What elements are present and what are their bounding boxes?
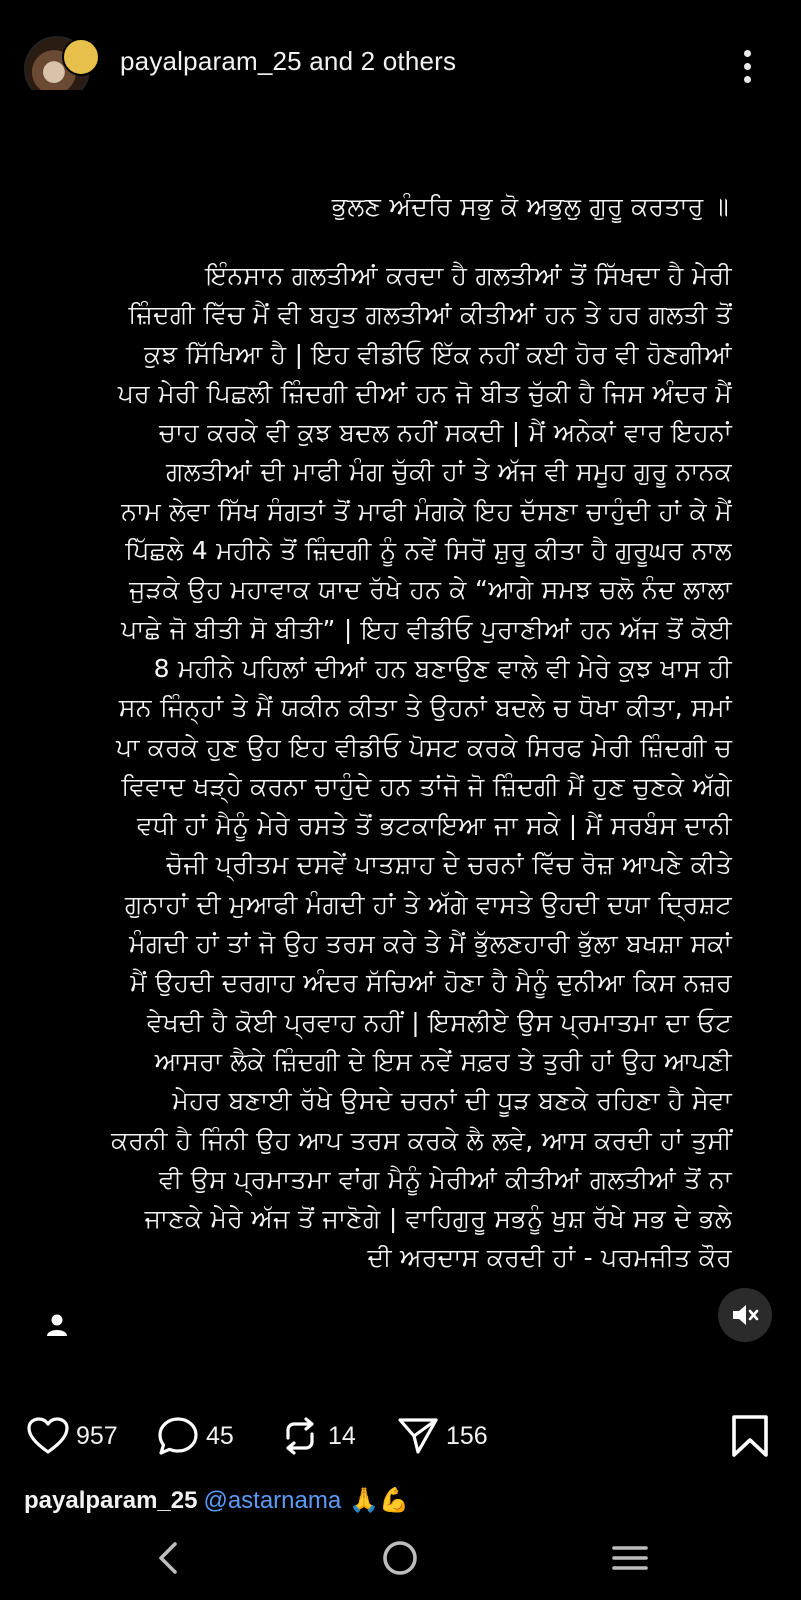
post-media[interactable] [0,90,801,1395]
caption-username[interactable]: payalparam_25 [24,1487,198,1514]
volume-mute-icon [718,1288,772,1342]
post-text-line: ਜਾਣਕੇ ਮੇਰੇ ਅੱਜ ਤੋਂ ਜਾਣੋਗੇ | ਵਾਹਿਗੁਰੂ ਸਭਨੂੰ ਖੁਸ਼ ਰੱਖੇ ਸਭ ਦੇ ਭਲੇ [144,1204,732,1234]
share-button[interactable] [396,1414,488,1458]
post-text-line: ਵੇਖਦੀ ਹੈ ਕੋਈ ਪ੍ਰਵਾਹ ਨਹੀਂ | ਇਸਲੀਏ ਉਸ ਪ੍ਰਮਾਤਮਾ ਦਾ ਓਟ [146,1007,732,1037]
post-text-line: ਵਿਵਾਦ ਖੜ੍ਹੇ ਕਰਨਾ ਚਾਹੁੰਦੇ ਹਨ ਤਾਂਜੋ ਜੋ ਜ਼ਿੰਦਗੀ ਮੈਂ ਹੁਣ ਚੁਣਕੇ ਅੱਗੇ [121,771,732,801]
post-header [0,20,801,90]
comment-button[interactable] [156,1414,234,1458]
post-text-line: ਚਾਹ ਕਰਕੇ ਵੀ ਕੁਝ ਬਦਲ ਨਹੀਂ ਸਕਦੀ | ਮੈਂ ਅਨੇਕਾਂ ਵਾਰ ਇਹਨਾਂ [159,418,732,448]
post-text-line: ਪਰ ਮੇਰੀ ਪਿਛਲੀ ਜ਼ਿੰਦਗੀ ਦੀਆਂ ਹਨ ਜੋ ਬੀਤ ਚੁੱਕੀ ਹੈ ਜਿਸ ਅੰਦਰ ਮੈਂ [117,378,732,408]
post-body-text [50,256,732,1278]
post-text-line: 8 ਮਹੀਨੇ ਪਹਿਲਾਂ ਦੀਆਂ ਹਨ ਬਣਾਉਣ ਵਾਲੇ ਵੀ ਮੇਰੇ ਕੁਝ ਖਾਸ ਹੀ [153,653,732,683]
share-count: 156 [446,1421,488,1450]
action-bar [0,1400,801,1480]
repost-count: 14 [328,1421,356,1450]
more-vertical-icon[interactable] [742,48,754,88]
post-text-line: ਸਨ ਜਿੰਨ੍ਹਾਂ ਤੇ ਮੈਂ ਯਕੀਨ ਕੀਤਾ ਤੇ ਉਹਨਾਂ ਬਦਲੇ ਚ ਧੋਖਾ ਕੀਤਾ, ਸਮਾਂ [118,693,732,723]
post-text-line: ਚੋਜੀ ਪ੍ਰੀਤਮ ਦਸਵੇਂ ਪਾਤਸ਼ਾਹ ਦੇ ਚਰਨਾਂ ਵਿੱਚ ਰੋਜ਼ ਆਪਣੇ ਕੀਤੇ [166,850,732,880]
repost-button[interactable] [278,1414,356,1458]
avatar-badge [62,38,100,76]
repost-icon [278,1414,322,1458]
comment-count: 45 [206,1421,234,1450]
post-text-line: ਪਾਛੇ ਜੋ ਬੀਤੀ ਸੋ ਬੀਤੀ” | ਇਹ ਵੀਡੀਓ ਪੁਰਾਣੀਆਂ ਹਨ ਅੱਜ ਤੋਂ ਕੋਈ [121,614,732,644]
recents-menu-icon[interactable] [608,1536,652,1580]
post-caption[interactable] [24,1486,784,1514]
caption-emoji: 🙏💪 [349,1487,409,1514]
post-text-line: ਪਿੱਛਲੇ 4 ਮਹੀਨੇ ਤੋਂ ਜ਼ਿੰਦਗੀ ਨੂੰ ਨਵੇਂ ਸਿਰੋਂ ਸ਼ੁਰੂ ਕੀਤਾ ਹੈ ਗੁਰੂਘਰ ਨਾਲ [125,536,732,566]
heart-icon [26,1416,70,1456]
post-text-line: ਕੁਝ ਸਿੱਖਿਆ ਹੈ | ਇਹ ਵੀਡੀਓ ਇੱਕ ਨਹੀਂ ਕਈ ਹੋਰ ਵੀ ਹੋਣਗੀਆਂ [144,339,732,369]
system-navigation-bar [0,1514,801,1600]
post-text-line: ਦੀ ਅਰਦਾਸ ਕਰਦੀ ਹਾਂ - ਪਰਮਜੀਤ ਕੌਰ [367,1243,732,1273]
author-username[interactable]: payalparam_25 [120,46,302,76]
post-text-line: ਵੀ ਉਸ ਪ੍ਰਮਾਤਮਾ ਵਾਂਗ ਮੈਨੂੰ ਮੇਰੀਆਂ ਕੀਤੀਆਂ ਗਲਤੀਆਂ ਤੋਂ ਨਾ [159,1164,732,1194]
person-icon[interactable] [44,1312,70,1338]
back-chevron-icon[interactable] [148,1536,192,1580]
post-text-line: ਮੈਂ ਉਹਦੀ ਦਰਗਾਹ ਅੰਦਰ ਸੱਚਿਆਂ ਹੋਣਾ ਹੈ ਮੈਨੂੰ ਦੁਨੀਆ ਕਿਸ ਨਜ਼ਰ [130,968,732,998]
bookmark-icon[interactable] [730,1414,770,1458]
volume-mute-button[interactable] [718,1288,772,1342]
home-circle-icon[interactable] [378,1536,422,1580]
post-text-line: ਵਧੀ ਹਾਂ ਮੈਨੂੰ ਮੇਰੇ ਰਸਤੇ ਤੋਂ ਭਟਕਾਇਆ ਜਾ ਸਕੇ | ਮੈਂ ਸਰਬੰਸ ਦਾਨੀ [137,811,732,841]
post-text-line: ਮੇਹਰ ਬਣਾਈ ਰੱਖੇ ਉਸਦੇ ਚਰਨਾਂ ਦੀ ਧੂੜ ਬਣਕੇ ਰਹਿਣਾ ਹੈ ਸੇਵਾ [172,1086,732,1116]
post-text-line: ਕਰਨੀ ਹੈ ਜਿੰਨੀ ਉਹ ਆਪ ਤਰਸ ਕਰਕੇ ਲੈ ਲਵੇ, ਆਸ ਕਰਦੀ ਹਾਂ ਤੁਸੀਂ [111,1125,732,1155]
post-text-line: ਜ਼ਿੰਦਗੀ ਵਿੱਚ ਮੈਂ ਵੀ ਬਹੁਤ ਗਲਤੀਆਂ ਕੀਤੀਆਂ ਹਨ ਤੇ ਹਰ ਗਲਤੀ ਤੋਂ [128,300,732,330]
post-text-line: ਇੰਨਸਾਨ ਗਲਤੀਆਂ ਕਰਦਾ ਹੈ ਗਲਤੀਆਂ ਤੋਂ ਸਿੱਖਦਾ ਹੈ ਮੇਰੀ [205,261,732,290]
post-text-line: ਨਾਮ ਲੇਵਾ ਸਿੱਖ ਸੰਗਤਾਂ ਤੋਂ ਮਾਫੀ ਮੰਗਕੇ ਇਹ ਦੱਸਣਾ ਚਾਹੁੰਦੀ ਹਾਂ ਕੇ ਮੈਂ [121,496,732,526]
send-icon [396,1414,440,1458]
status-bar-area [0,0,801,20]
post-text-line: ਜੁੜਕੇ ਉਹ ਮਹਾਵਾਕ ਯਾਦ ਰੱਖੇ ਹਨ ਕੇ “ਆਗੇ ਸਮਝ ਚਲੋ ਨੰਦ ਲਾਲਾ [129,575,732,605]
like-button[interactable] [26,1414,118,1458]
comment-icon [156,1415,200,1457]
caption-mention[interactable]: @astarnama [203,1487,342,1514]
post-text-line: ਗਲਤੀਆਂ ਦੀ ਮਾਫੀ ਮੰਗ ਚੁੱਕੀ ਹਾਂ ਤੇ ਅੱਜ ਵੀ ਸਮੂਹ ਗੁਰੂ ਨਾਨਕ [165,457,732,487]
post-author[interactable] [120,46,456,77]
coauthors-text[interactable]: and 2 others [301,46,457,76]
post-text-line: ਗੁਨਾਹਾਂ ਦੀ ਮੁਆਫੀ ਮੰਗਦੀ ਹਾਂ ਤੇ ਅੱਗੇ ਵਾਸਤੇ ਉਹਦੀ ਦਯਾ ਦ੍ਰਿਸ਼ਟ [124,889,732,919]
like-count: 957 [76,1421,118,1450]
post-text-line: ਮੰਗਦੀ ਹਾਂ ਤਾਂ ਜੋ ਉਹ ਤਰਸ ਕਰੇ ਤੇ ਮੈਂ ਭੁੱਲਣਹਾਰੀ ਭੁੱਲਾ ਬਖਸ਼ਾ ਸਕਾਂ [129,929,732,959]
post-text-line: ਪਾ ਕਰਕੇ ਹੁਣ ਉਹ ਇਹ ਵੀਡੀਓ ਪੋਸਟ ਕਰਕੇ ਸਿਰਫ ਮੇਰੀ ਜ਼ਿੰਦਗੀ ਚ [115,732,732,762]
post-text-line: ਆਸਰਾ ਲੈਕੇ ਜ਼ਿੰਦਗੀ ਦੇ ਇਸ ਨਵੇਂ ਸਫ਼ਰ ਤੇ ਤੁਰੀ ਹਾਂ ਉਹ ਆਪਣੀ [154,1046,732,1076]
post-heading: ਭੁਲਣ ਅੰਦਰਿ ਸਭੁ ਕੋ ਅਭੁਲੁ ਗੁਰੂ ਕਰਤਾਰੁ ॥ [331,192,729,221]
